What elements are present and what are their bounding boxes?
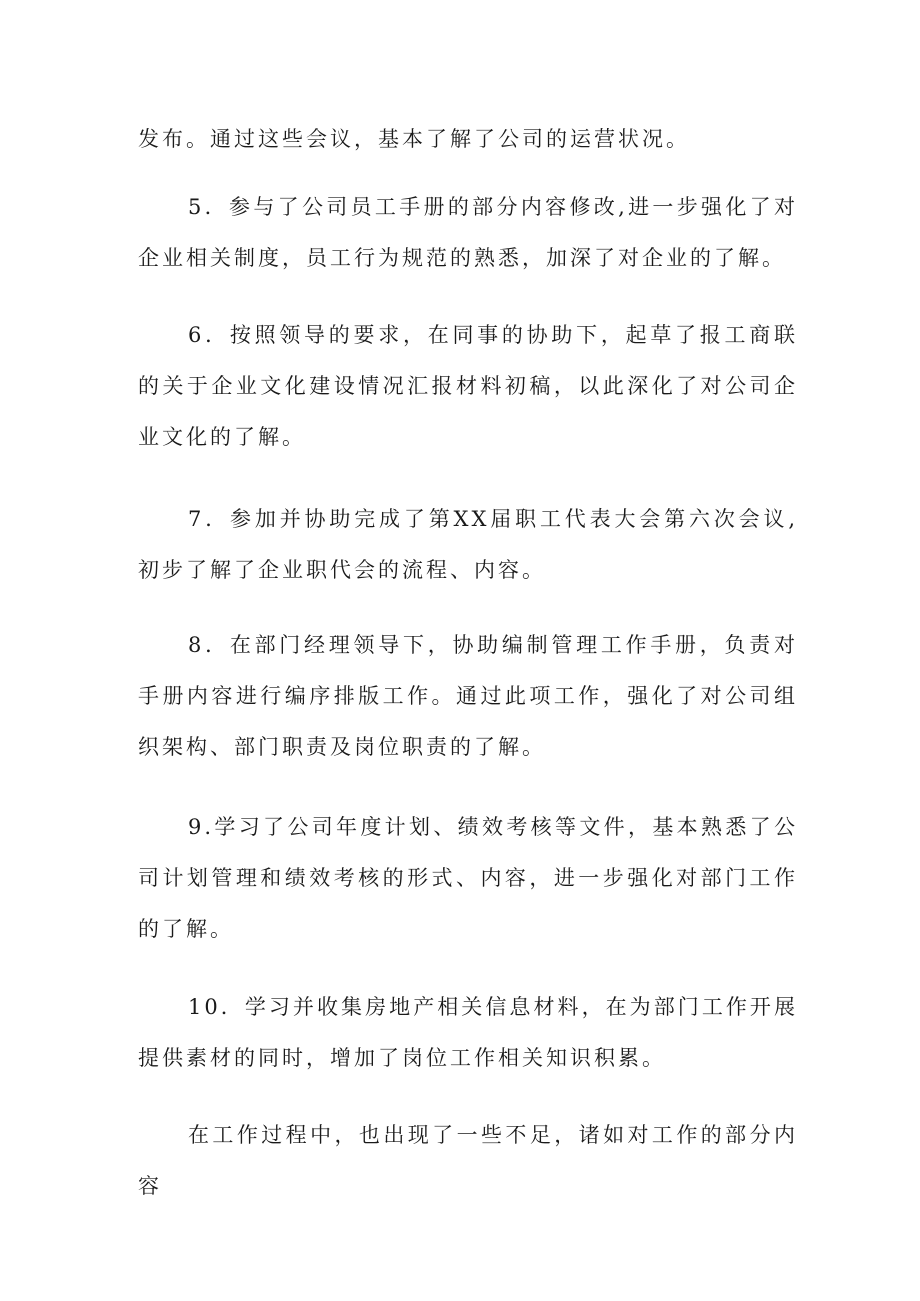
paragraph-item-5: 5．参与了公司员工手册的部分内容修改,进一步强化了对企业相关制度，员工行为规范的熟悉，加深了对企业的了解。 — [138, 195, 798, 270]
paragraph-item-7: 7．参加并协助完成了第XX届职工代表大会第六次会议,初步了解了企业职代会的流程、内容。 — [138, 507, 798, 582]
paragraph-item-10: 10．学习并收集房地产相关信息材料，在为部门工作开展提供素材的同时，增加了岗位工作相关知识积累。 — [138, 995, 798, 1070]
paragraph-item-6: 6．按照领导的要求，在同事的协助下，起草了报工商联的关于企业文化建设情况汇报材料初稿，以此深化了对公司企业文化的了解。 — [138, 323, 798, 449]
paragraph-continuation: 发布。通过这些会议，基本了解了公司的运营状况。 — [138, 127, 690, 151]
paragraph-shortcomings: 在工作过程中，也出现了一些不足，诸如对工作的部分内容 — [138, 1123, 798, 1198]
paragraph-item-9: 9.学习了公司年度计划、绩效考核等文件，基本熟悉了公司计划管理和绩效考核的形式、内容，进一步强化对部门工作的了解。 — [138, 815, 798, 941]
paragraph-item-8: 8．在部门经理领导下，协助编制管理工作手册，负责对手册内容进行编序排版工作。通过此项工作，强化了对公司组织架构、部门职责及岗位职责的了解。 — [138, 633, 798, 759]
